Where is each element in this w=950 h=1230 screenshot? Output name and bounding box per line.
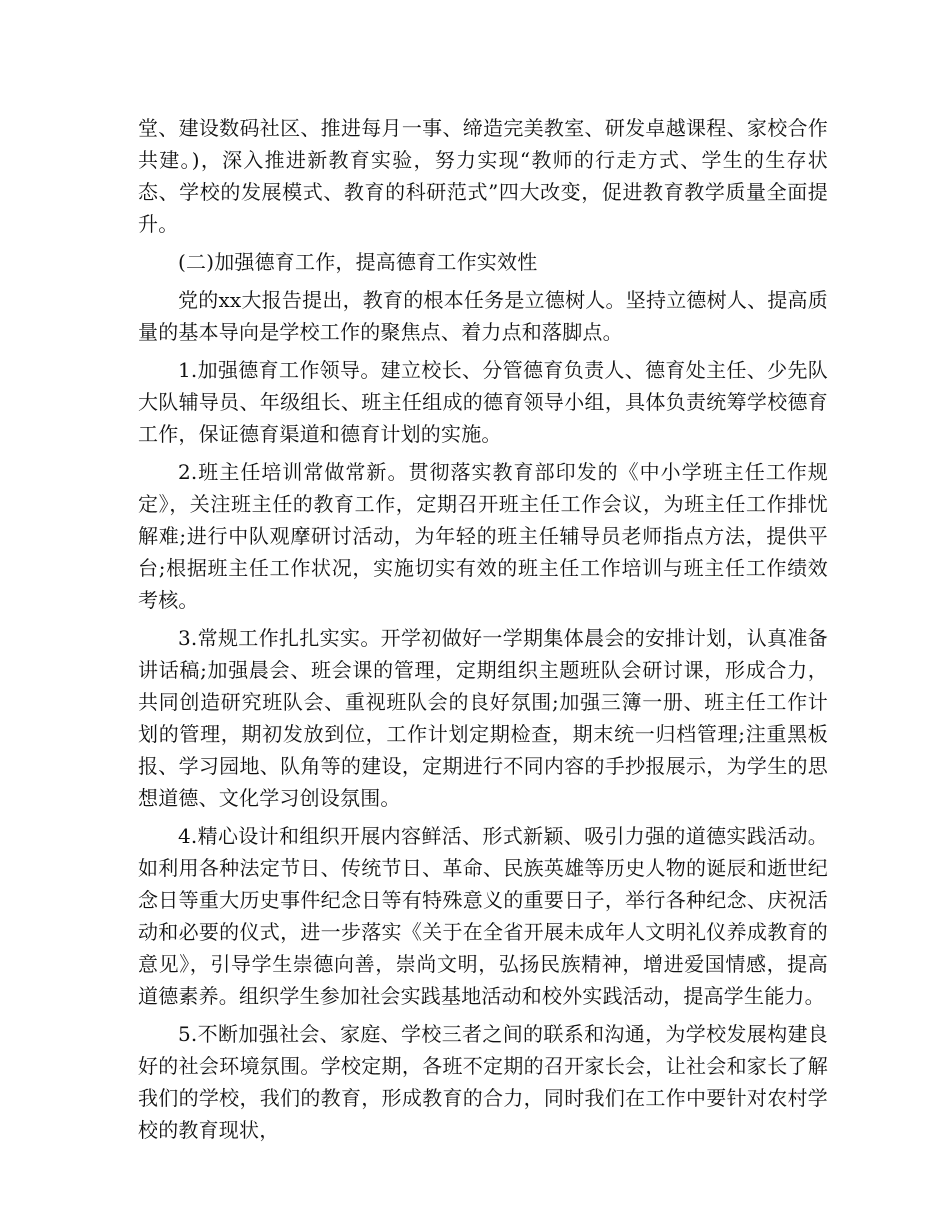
paragraph-item-1: 1.加强德育工作领导。建立校长、分管德育负责人、德育处主任、少先队大队辅导员、年级组长、班主任组成的德育领导小组，具体负责统筹学校德育工作，保证德育渠道和德育计划的实施。 <box>138 358 828 446</box>
body-text <box>138 112 828 1152</box>
paragraph-item-3: 3.常规工作扎扎实实。开学初做好一学期集体晨会的安排计划，认真准备讲话稿;加强晨会、班会课的管理，定期组织主题班队会研讨课，形成合力，共同创造研究班队会、重视班队会的良好氛围;加强三簿一册、班主任工作计划的管理，期初发放到位，工作计划定期检查，期末统一归档管理;注重黑板报、学习园地、队角等的建设，定期进行不同内容的手抄报展示，为学生的思想道德、文化学习创设氛围。 <box>138 626 828 810</box>
paragraph-item-4: 4.精心设计和组织开展内容鲜活、形式新颖、吸引力强的道德实践活动。如利用各种法定节日、传统节日、革命、民族英雄等历史人物的诞辰和逝世纪念日等重大历史事件纪念日等有特殊意义的重要日子，举行各种纪念、庆祝活动和必要的仪式，进一步落实《关于在全省开展未成年人文明礼仪养成教育的意见》，引导学生崇德向善，崇尚文明，弘扬民族精神，增进爱国情感，提高道德素养。组织学生参加社会实践基地活动和校外实践活动，提高学生能力。 <box>138 824 828 1008</box>
paragraph-continued: 堂、建设数码社区、推进每月一事、缔造完美教室、研发卓越课程、家校合作共建。)，深入推进新教育实验，努力实现“教师的行走方式、学生的生存状态、学校的发展模式、教育的科研范式”四大改变，促进教育教学质量全面提升。 <box>138 116 828 236</box>
paragraph-item-2: 2.班主任培训常做常新。贯彻落实教育部印发的《中小学班主任工作规定》，关注班主任的教育工作，定期召开班主任工作会议，为班主任工作排忧解难;进行中队观摩研讨活动，为年轻的班主任辅导员老师指点方法，提供平台;根据班主任工作状况，实施切实有效的班主任工作培训与班主任工作绩效考核。 <box>138 460 828 612</box>
section-heading: (二)加强德育工作，提高德育工作实效性 <box>178 250 538 274</box>
paragraph-item-5: 5.不断加强社会、家庭、学校三者之间的联系和沟通，为学校发展构建良好的社会环境氛围。学校定期，各班不定期的召开家长会，让社会和家长了解我们的学校，我们的教育，形成教育的合力，同时我们在工作中要针对农村学校的教育现状， <box>138 1022 828 1142</box>
paragraph-intro: 党的xx大报告提出，教育的根本任务是立德树人。坚持立德树人、提高质量的基本导向是学校工作的聚焦点、着力点和落脚点。 <box>138 288 828 344</box>
